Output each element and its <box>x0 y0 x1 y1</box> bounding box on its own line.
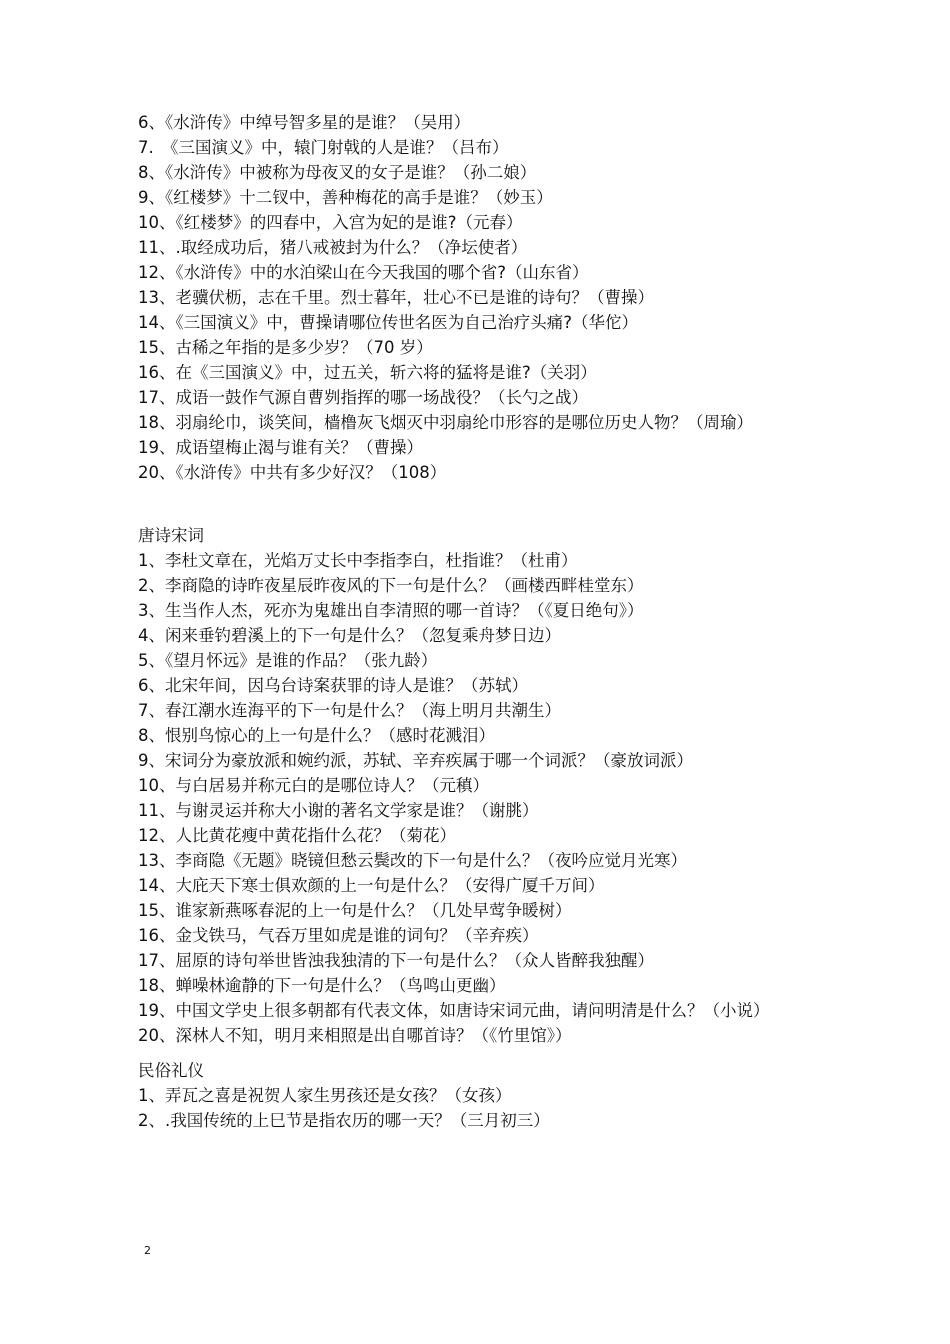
list-item: 6、北宋年间，因乌台诗案获罪的诗人是谁？（苏轼） <box>138 676 528 695</box>
list-item: 14、大庇天下寒士俱欢颜的上一句是什么？（安得广厦千万间） <box>138 876 605 895</box>
list-item: 14、《三国演义》中，曹操请哪位传世名医为自己治疗头痛?（华佗） <box>138 313 639 332</box>
list-item: 1、弄瓦之喜是祝贺人家生男孩还是女孩？（女孩） <box>138 1086 512 1105</box>
list-item: 19、成语望梅止渴与谁有关？（曹操） <box>138 438 423 457</box>
list-item: 16、在《三国演义》中，过五关，斩六将的猛将是谁?（关羽） <box>138 363 597 382</box>
list-item: 8、恨别鸟惊心的上一句是什么？（感时花溅泪） <box>138 726 495 745</box>
list-item: 10、与白居易并称元白的是哪位诗人？（元稹） <box>138 776 489 795</box>
section-spacer <box>138 1048 818 1058</box>
list-item: 2、.我国传统的上巳节是指农历的哪一天？（三月初三） <box>138 1111 550 1130</box>
list-item: 6、《水浒传》中绰号智多星的是谁？（吴用） <box>138 113 471 132</box>
section-classics <box>138 110 818 485</box>
list-item: 18、羽扇纶巾，谈笑间，樯橹灰飞烟灭中羽扇纶巾形容的是哪位历史人物？（周瑜） <box>138 413 753 432</box>
list-item: 12、《水浒传》中的水泊梁山在今天我国的哪个省?（山东省） <box>138 263 589 282</box>
section-heading: 唐诗宋词 <box>138 526 204 545</box>
list-item: 19、中国文学史上很多朝都有代表文体，如唐诗宋词元曲，请问明清是什么？（小说） <box>138 1001 770 1020</box>
list-item: 17、成语一鼓作气源自曹刿指挥的哪一场战役？（长勺之战） <box>138 388 588 407</box>
list-item: 8、《水浒传》中被称为母夜叉的女子是谁？（孙二娘） <box>138 163 537 182</box>
section-spacer <box>138 485 818 523</box>
list-item: 20、深林人不知，明月来相照是出自哪首诗？（《竹里馆》） <box>138 1026 572 1045</box>
list-item: 4、闲来垂钓碧溪上的下一句是什么？（忽复乘舟梦日边） <box>138 626 561 645</box>
page-number: 2 <box>144 1244 151 1257</box>
list-item: 11、与谢灵运并称大小谢的著名文学家是谁？（谢朓） <box>138 801 539 820</box>
list-item: 17、屈原的诗句举世皆浊我独清的下一句是什么？（众人皆醉我独醒） <box>138 951 654 970</box>
list-item: 3、生当作人杰，死亦为鬼雄出自李清照的哪一首诗？（《夏日绝句》） <box>138 601 644 620</box>
list-item: 12、人比黄花瘦中黄花指什么花？（菊花） <box>138 826 456 845</box>
list-item: 9、《红楼梦》十二钗中，善种梅花的高手是谁？（妙玉） <box>138 188 553 207</box>
list-item: 10、《红楼梦》的四春中，入宫为妃的是谁?（元春） <box>138 213 523 232</box>
list-item: 13、老骥伏枥，志在千里。烈士暮年，壮心不已是谁的诗句？（曹操） <box>138 288 654 307</box>
list-item: 11、.取经成功后，猪八戒被封为什么？（净坛使者） <box>138 238 528 257</box>
list-item: 13、李商隐《无题》晓镜但愁云鬓改的下一句是什么？（夜吟应觉月光寒） <box>138 851 687 870</box>
list-item: 5、《望月怀远》是谁的作品？（张九龄） <box>138 651 438 670</box>
list-item: 9、宋词分为豪放派和婉约派，苏轼、辛弃疾属于哪一个词派？（豪放词派） <box>138 751 693 770</box>
section-folk-etiquette <box>138 1058 818 1133</box>
list-item: 7. 《三国演义》中，辕门射戟的人是谁？（吕布） <box>138 138 509 157</box>
list-item: 15、古稀之年指的是多少岁？（70 岁） <box>138 338 433 357</box>
document-body <box>138 110 818 1133</box>
list-item: 15、谁家新燕啄春泥的上一句是什么？（几处早莺争暖树） <box>138 901 572 920</box>
list-item: 1、李杜文章在，光焰万丈长中李指李白，杜指谁？（杜甫） <box>138 551 578 570</box>
section-tang-song-poetry <box>138 523 818 1048</box>
list-item: 16、金戈铁马，气吞万里如虎是谁的词句？（辛弃疾） <box>138 926 539 945</box>
list-item: 7、春江潮水连海平的下一句是什么？（海上明月共潮生） <box>138 701 561 720</box>
list-item: 20、《水浒传》中共有多少好汉？（108） <box>138 463 447 482</box>
list-item: 18、蝉噪林逾静的下一句是什么？（鸟鸣山更幽） <box>138 976 506 995</box>
list-item: 2、李商隐的诗昨夜星辰昨夜风的下一句是什么？（画楼西畔桂堂东） <box>138 576 644 595</box>
section-heading: 民俗礼仪 <box>138 1061 204 1080</box>
